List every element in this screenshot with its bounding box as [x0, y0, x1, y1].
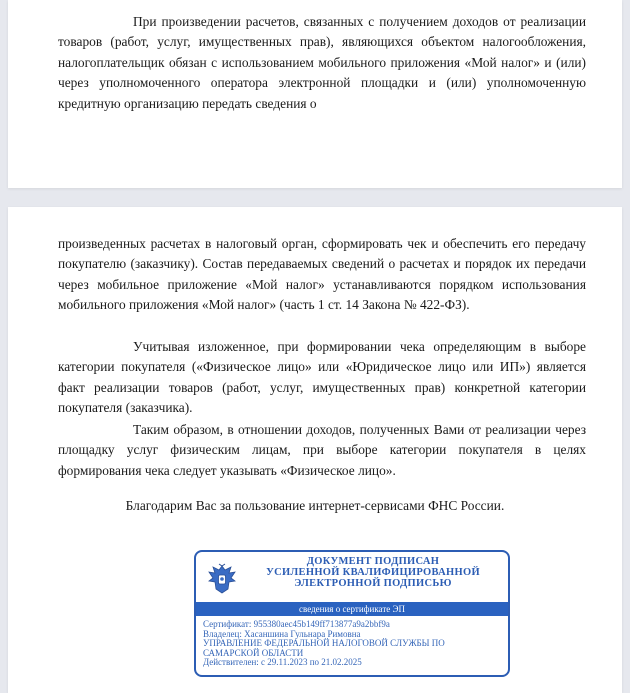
thanks-line: Благодарим Вас за пользование интернет-сервисами ФНС России. [125, 498, 505, 513]
paragraph-obligation: При произведении расчетов, связанных с получением доходов от реализации товаров (работ, услуг, имущественных прав), являющихся объектом налогообложения, налогоплательщик обязан с использованием мобильного приложения «Мой налог» и (или) через уполномоченного оператора электронной площадки и (или) уполномоченную кредитную организацию передать сведения о [58, 14, 586, 111]
document-page-2 [8, 207, 622, 693]
document-page-1 [8, 0, 622, 188]
stamp-title [246, 556, 500, 589]
signature-stamp [194, 550, 510, 677]
paragraph-continuation: произведенных расчетах в налоговый орган, сформировать чек и обеспечить его передачу покупателю (заказчику). Состав передаваемых сведений о расчетах и порядок их передачи через мобильное приложение «Мой налог» устанавливаются порядком использования мобильного приложения «Мой налог» (часть 1 ст. 14 Закона № 422-ФЗ). [58, 236, 586, 313]
eagle-emblem-icon [206, 562, 238, 596]
certificate-number: Сертификат: 955380aec45b149ff713877a9a2bbf9a [203, 619, 390, 629]
stamp-title-line-1: ДОКУМЕНТ ПОДПИСАН [306, 556, 440, 567]
certificate-owner: Владелец: Хасаншина Гульнара Римовна [203, 628, 361, 639]
paragraph-buyer-category: Учитывая изложенное, при формировании чека определяющим в выборе категории покупателя («Физическое лицо» или «Юридическое лицо или ИП») является факт реализации товаров (работ, услуг, имущественных прав) конкретной категории покупателя (заказчика). [58, 339, 586, 416]
certificate-organization: УПРАВЛЕНИЕ ФЕДЕРАЛЬНОЙ НАЛОГОВОЙ СЛУЖБЫ ПО САМАРСКОЙ ОБЛАСТИ [203, 638, 445, 658]
paragraph-conclusion: Таким образом, в отношении доходов, полученных Вами от реализации через площадку услуг физическим лицам, при выборе категории покупателя в целях формирования чека следует указывать «Физическое лицо». [58, 422, 586, 478]
stamp-title-line-3: ЭЛЕКТРОННОЙ ПОДПИСЬЮ [294, 578, 452, 589]
stamp-title-line-2: УСИЛЕННОЙ КВАЛИФИЦИРОВАННОЙ [266, 567, 480, 578]
certificate-validity: Действителен: с 29.11.2023 по 21.02.2025 [203, 657, 362, 668]
certificate-info-band: сведения о сертификате ЭП [196, 602, 508, 616]
certificate-details [203, 620, 502, 668]
